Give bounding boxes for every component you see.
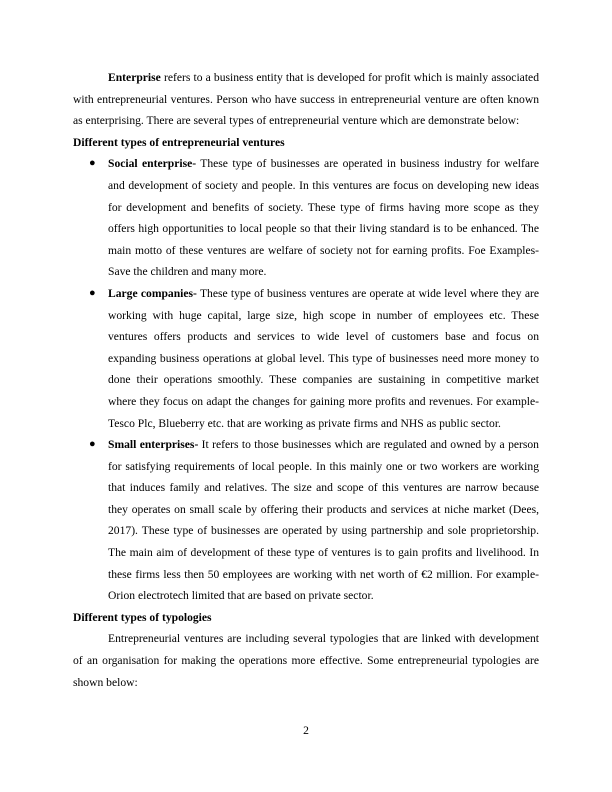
intro-paragraph (73, 67, 539, 132)
section-heading-typologies: Different types of typologies (73, 610, 212, 624)
list-item-text: It refers to those businesses which are regulated and owned by a person for satisfying requirements of local people. In this mainly one or two workers are working that induces family and relatives. The size and scope of this ventures are narrow because they operates on small scale by offering their products and services at niche market (Dees, 2017). These type of businesses are operated by using partnership and sole proprietorship. The main aim of development of these type of ventures is to gain profits and livelihood. In these firms less then 50 employees are working with net worth of €2 million. For example- Orion electrotech limited that are based on private sector. (108, 438, 539, 603)
list-item (73, 434, 539, 607)
list-item-title: Small enterprises- (108, 438, 199, 452)
intro-text: refers to a business entity that is developed for profit which is mainly associated with entrepreneurial ventures. Person who have success in entrepreneurial venture are often known as enterprising. There are several types of entrepreneurial venture which are demonstrate below: (73, 71, 539, 128)
list-item (73, 153, 539, 283)
ventures-list (73, 153, 539, 606)
bullet-icon: ● (89, 157, 96, 170)
list-item-text: These type of businesses are operated in business industry for welfare and development of society and people. In this ventures are focus on developing new ideas for development and benefits of society. These type of firms having more scope as they offers high opportunities to local people so that their living standard is to be enhanced. The main motto of these ventures are welfare of society not for earning profits. Foe Examples- Save the children and many more. (108, 157, 539, 279)
typologies-paragraph: Entrepreneurial ventures are including several typologies that are linked with development of an organisation for making the operations more effective. Some entrepreneurial typologies are shown below: (73, 632, 539, 689)
section-heading-ventures: Different types of entrepreneurial ventures (73, 135, 285, 149)
list-item-title: Social enterprise- (108, 157, 197, 171)
list-item (73, 283, 539, 434)
bullet-icon: ● (89, 438, 96, 451)
page-number: 2 (303, 724, 309, 737)
intro-term: Enterprise (108, 71, 161, 84)
list-item-text: These type of business ventures are operate at wide level where they are working with huge capital, large size, high scope in number of employees etc. These ventures offers products and services to wide level of customers base and focus on expanding business operations at global level. This type of businesses need more money to done their operations smoothly. These companies are sustaining in competitive market where they focus on adapt the changes for gaining more profits and revenues. For example- Tesco Plc, Blueberry etc. that are working as private firms and NHS as public sector. (108, 286, 539, 430)
bullet-icon: ● (89, 286, 96, 299)
document-page (73, 67, 539, 693)
list-item-title: Large companies- (108, 286, 197, 300)
